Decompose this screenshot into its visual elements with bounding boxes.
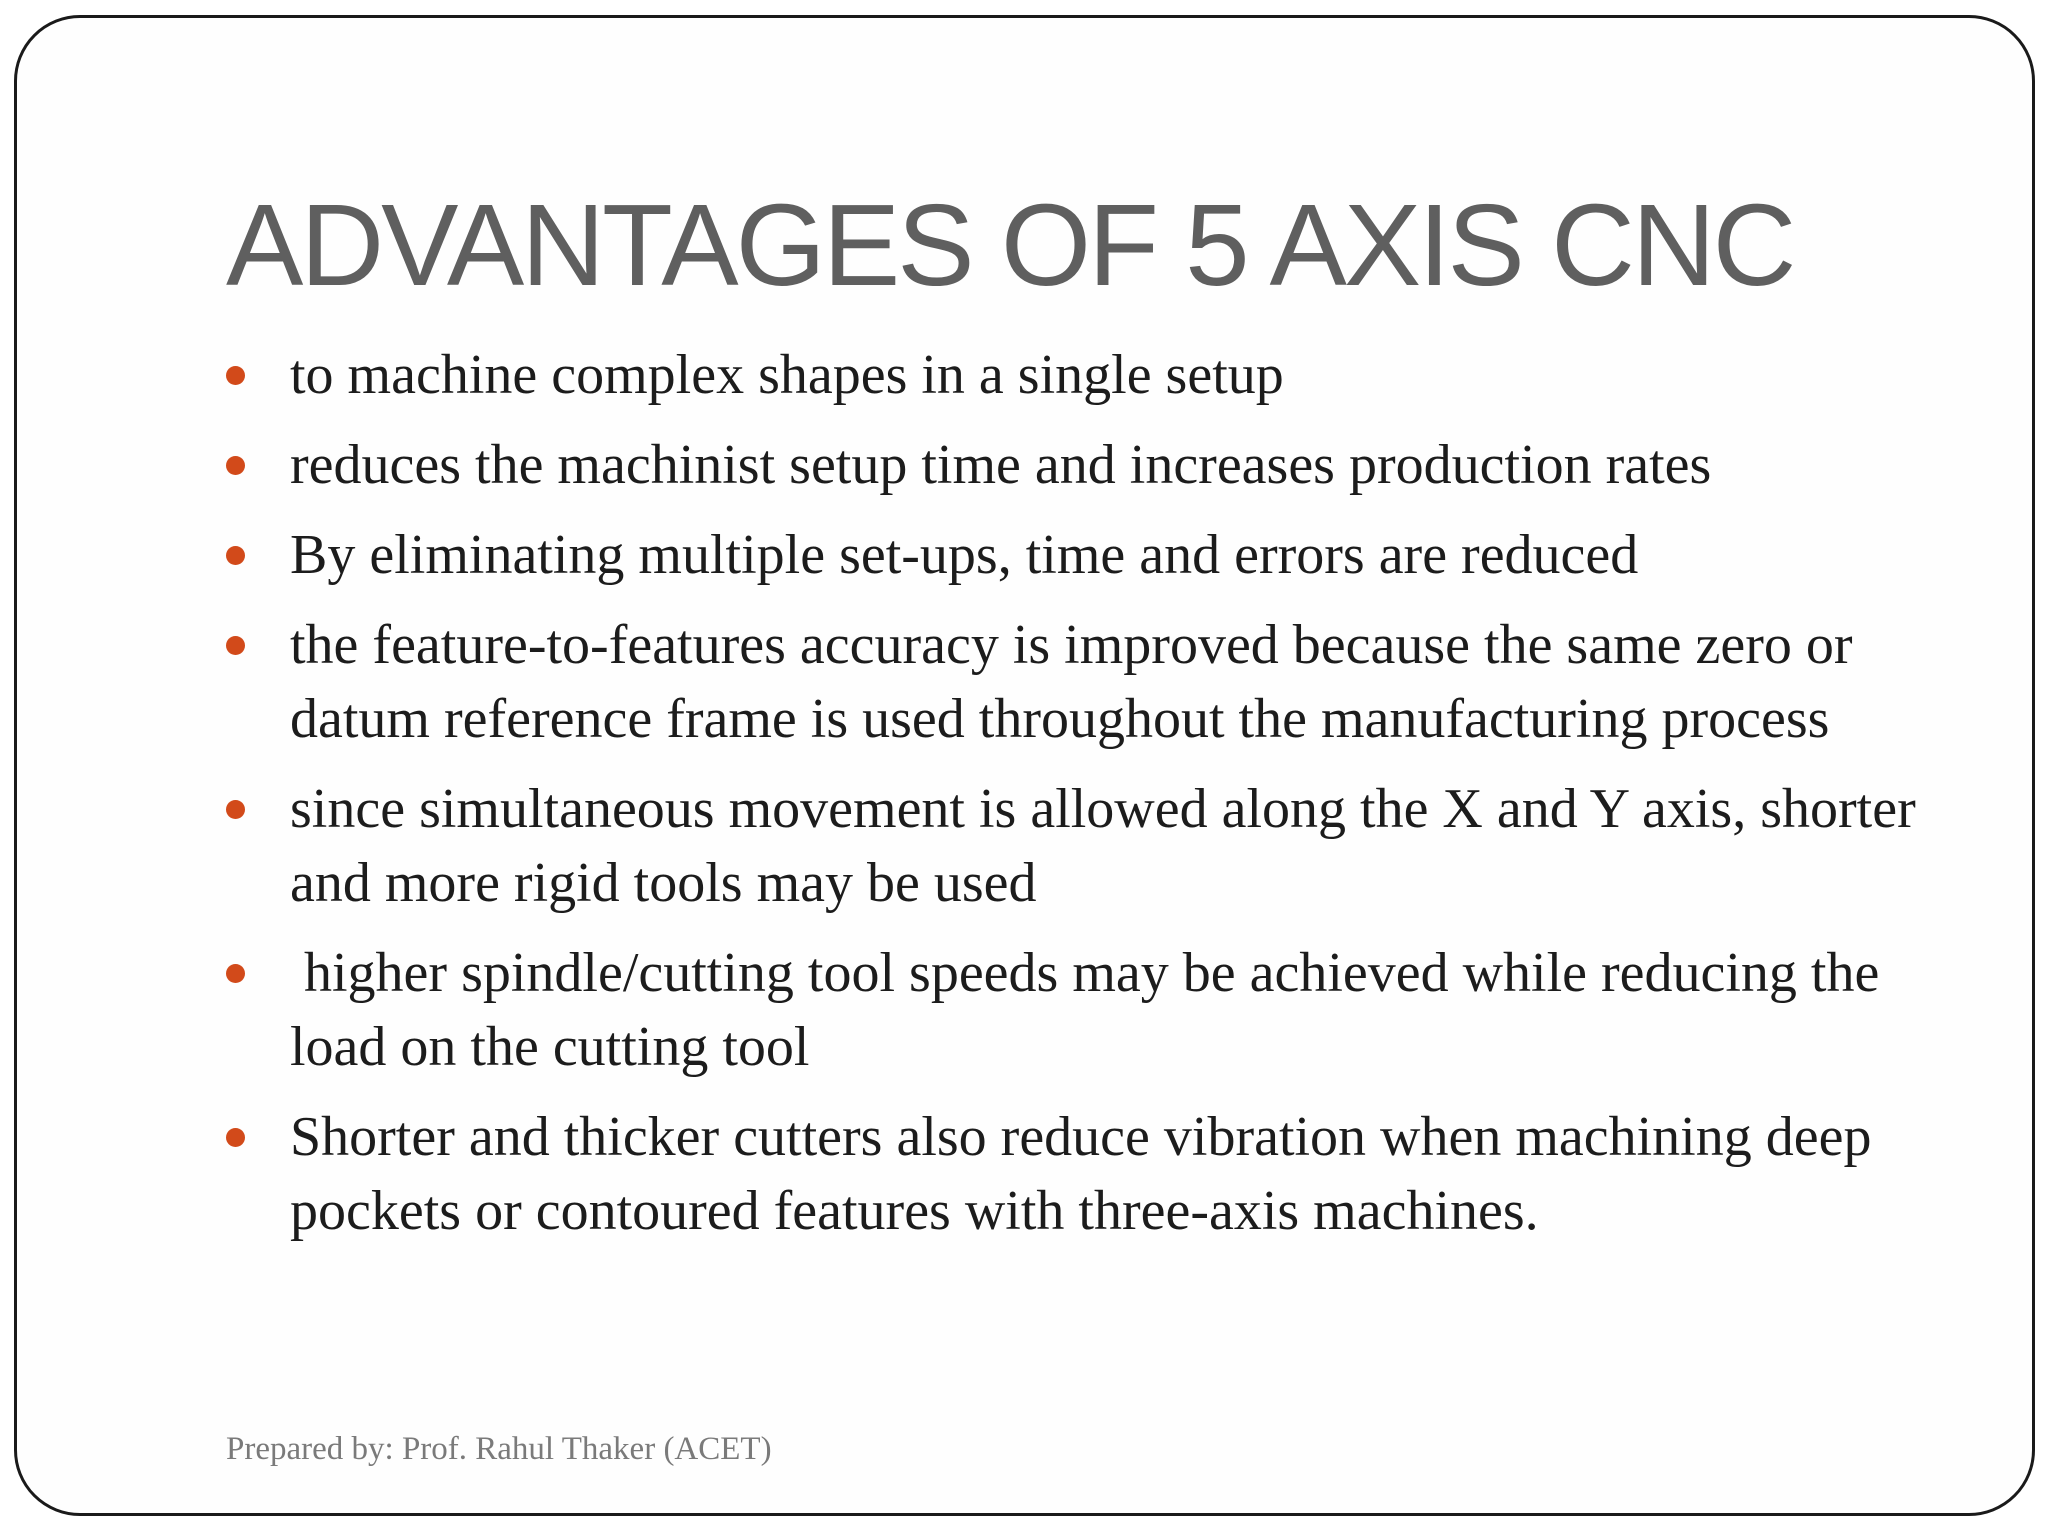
bullet-dot-icon <box>226 636 245 655</box>
bullet-dot-icon <box>226 456 245 475</box>
bullet-text: By eliminating multiple set-ups, time and errors are reduced <box>290 524 1639 586</box>
footer-credit: Prepared by: Prof. Rahul Thaker (ACET) <box>226 1431 772 1467</box>
slide-title: ADVANTAGES OF 5 AXIS CNC <box>226 180 1794 310</box>
bullet-text: since simultaneous movement is allowed along the X and Y axis, shorter and more rigid tools may be used <box>290 778 1930 914</box>
bullet-dot-icon <box>226 964 245 983</box>
bullet-item <box>226 518 1986 592</box>
bullet-text: the feature-to-features accuracy is improved because the same zero or datum reference frame is used throughout the manufacturing process <box>290 614 1867 750</box>
bullet-dot-icon <box>226 546 245 565</box>
slide-frame <box>14 15 2035 1516</box>
bullet-item <box>226 428 1986 502</box>
bullet-dot-icon <box>226 366 245 385</box>
bullet-item <box>226 608 1986 756</box>
bullet-text: higher spindle/cutting tool speeds may be achieved while reducing the load on the cutting tool <box>290 942 1894 1078</box>
bullet-text: Shorter and thicker cutters also reduce vibration when machining deep pockets or contoured features with three-axis machines. <box>290 1106 1886 1242</box>
bullet-dot-icon <box>226 800 245 819</box>
bullet-item <box>226 936 1986 1084</box>
bullet-text: reduces the machinist setup time and increases production rates <box>290 434 1712 496</box>
bullet-dot-icon <box>226 1128 245 1147</box>
bullet-item <box>226 1100 1986 1248</box>
bullet-item <box>226 338 1986 412</box>
bullet-item <box>226 772 1986 920</box>
bullet-text: to machine complex shapes in a single setup <box>290 344 1284 406</box>
bullet-list <box>226 338 1986 1264</box>
